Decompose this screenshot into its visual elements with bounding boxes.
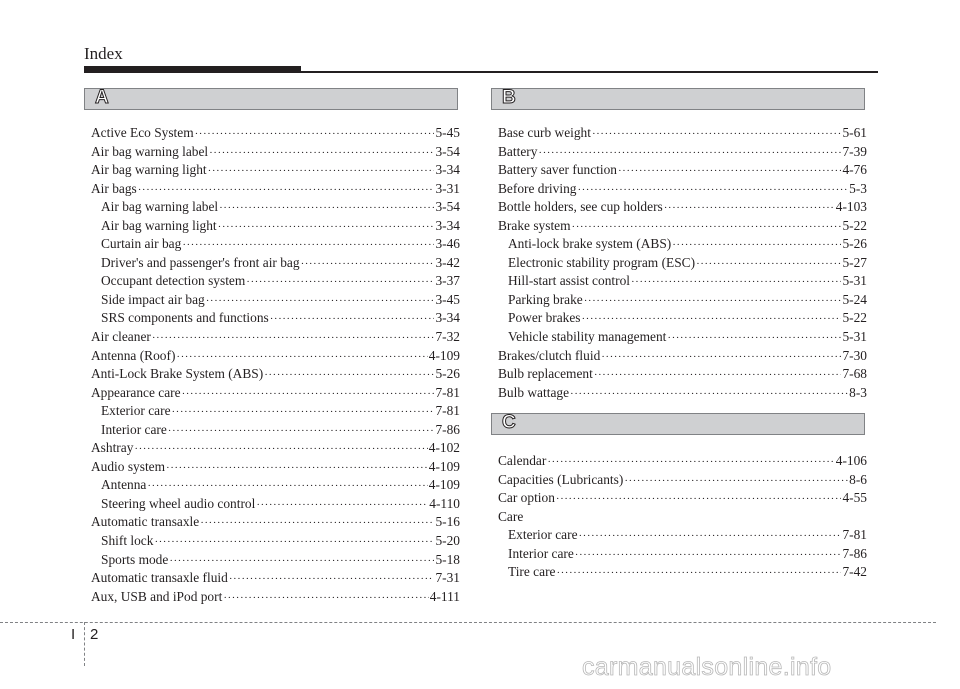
index-entry-term: Aux, USB and iPod port bbox=[91, 588, 223, 604]
index-entry-term: Care bbox=[498, 508, 524, 524]
index-entry-page: 5-20 bbox=[435, 533, 460, 549]
index-entry bbox=[498, 545, 867, 564]
index-entry bbox=[498, 235, 867, 254]
index-entry bbox=[91, 402, 460, 421]
section-header-c bbox=[491, 413, 865, 435]
index-entry-page: 5-3 bbox=[849, 180, 867, 196]
index-entry-term: Hill-start assist control bbox=[508, 273, 630, 289]
index-entry bbox=[91, 421, 460, 440]
index-entry bbox=[91, 365, 460, 384]
index-entry-page: 5-31 bbox=[842, 329, 867, 345]
index-entry-page: 5-18 bbox=[435, 551, 460, 567]
section-a-entries bbox=[91, 124, 460, 606]
index-entry bbox=[91, 291, 460, 310]
dot-leader bbox=[147, 477, 427, 496]
watermark: carmanualsonline.info bbox=[582, 653, 832, 681]
index-entry-page: 4-109 bbox=[428, 347, 460, 363]
dot-leader bbox=[134, 440, 427, 459]
index-entry-page: 3-46 bbox=[435, 236, 460, 252]
index-entry bbox=[91, 161, 460, 180]
index-entry-term: Tire care bbox=[508, 564, 556, 580]
index-entry-page: 3-34 bbox=[435, 162, 460, 178]
section-letter-b: B bbox=[502, 87, 516, 108]
index-entry-page: 4-76 bbox=[842, 162, 867, 178]
index-entry bbox=[91, 476, 460, 495]
dot-leader bbox=[223, 589, 428, 608]
index-entry-term: Air cleaner bbox=[91, 329, 151, 345]
index-entry-page: 7-81 bbox=[842, 527, 867, 543]
index-entry-page: 7-32 bbox=[435, 329, 460, 345]
dot-leader bbox=[577, 181, 848, 200]
index-entry-term: Sports mode bbox=[101, 551, 169, 567]
dot-leader bbox=[618, 162, 841, 181]
dot-leader bbox=[264, 366, 434, 385]
header-rule-thin bbox=[300, 71, 878, 73]
section-header-b bbox=[491, 88, 865, 110]
dot-leader bbox=[256, 496, 428, 515]
index-entry bbox=[498, 508, 867, 527]
index-entry-page: 5-26 bbox=[842, 236, 867, 252]
index-entry-page: 4-55 bbox=[842, 490, 867, 506]
index-entry-page: 5-31 bbox=[842, 273, 867, 289]
index-entry-page: 4-106 bbox=[835, 453, 867, 468]
index-entry-term: Automatic transaxle bbox=[91, 514, 200, 530]
index-entry-term: Parking brake bbox=[508, 291, 583, 307]
index-entry bbox=[91, 198, 460, 217]
dot-leader bbox=[556, 490, 842, 509]
index-entry-page: 7-39 bbox=[842, 143, 867, 159]
index-entry bbox=[91, 124, 460, 143]
section-letter-c: C bbox=[502, 412, 516, 433]
dot-leader bbox=[696, 255, 841, 274]
index-entry-term: Appearance care bbox=[91, 384, 181, 400]
index-entry bbox=[91, 272, 460, 291]
index-entry bbox=[498, 272, 867, 291]
index-entry-term: Bulb wattage bbox=[498, 384, 570, 400]
index-entry-term: Anti-Lock Brake System (ABS) bbox=[91, 366, 264, 382]
dot-leader bbox=[169, 552, 434, 571]
index-entry-term: Air bags bbox=[91, 180, 137, 196]
index-entry bbox=[498, 198, 867, 217]
index-entry-page: 5-45 bbox=[435, 125, 460, 140]
dot-leader bbox=[631, 273, 841, 292]
index-entry bbox=[498, 161, 867, 180]
index-entry bbox=[91, 439, 460, 458]
section-header-a bbox=[84, 88, 458, 110]
dot-leader bbox=[664, 199, 835, 218]
index-entry-term: Audio system bbox=[91, 458, 166, 474]
index-entry-term: Bulb replacement bbox=[498, 366, 593, 382]
index-entry bbox=[91, 143, 460, 162]
index-entry-term: Shift lock bbox=[101, 533, 154, 549]
index-entry-page: 8-3 bbox=[849, 384, 867, 400]
footer-page-number: 2 bbox=[90, 626, 99, 643]
dot-leader bbox=[572, 218, 842, 237]
dot-leader bbox=[182, 236, 434, 255]
dot-leader bbox=[209, 144, 434, 163]
dot-leader bbox=[138, 181, 435, 200]
index-entry-page: 7-86 bbox=[842, 545, 867, 561]
dot-leader bbox=[218, 218, 435, 237]
index-entry-term: Bottle holders, see cup holders bbox=[498, 199, 663, 215]
index-entry-page: 7-68 bbox=[842, 366, 867, 382]
dot-leader bbox=[667, 329, 841, 348]
index-entry-term: Curtain air bag bbox=[101, 236, 182, 252]
index-entry-term: Occupant detection system bbox=[101, 273, 246, 289]
index-entry bbox=[91, 458, 460, 477]
index-entry-term: Active Eco System bbox=[91, 125, 194, 140]
dot-leader bbox=[229, 570, 435, 589]
dot-leader bbox=[672, 236, 841, 255]
dot-leader bbox=[601, 348, 841, 367]
index-entry bbox=[498, 291, 867, 310]
index-entry bbox=[498, 124, 867, 143]
index-entry-page: 5-22 bbox=[842, 310, 867, 326]
index-entry-page: 8-6 bbox=[849, 471, 867, 487]
index-entry-page: 3-34 bbox=[435, 217, 460, 233]
index-entry-page: 4-110 bbox=[429, 495, 460, 511]
index-entry bbox=[498, 328, 867, 347]
index-entry-page: 7-31 bbox=[435, 570, 460, 586]
index-entry bbox=[91, 309, 460, 328]
dot-leader bbox=[246, 273, 434, 292]
footer-divider bbox=[84, 622, 85, 666]
index-entry-term: Exterior care bbox=[508, 527, 578, 543]
dot-leader bbox=[592, 125, 841, 144]
section-c-entries bbox=[498, 452, 867, 582]
dot-leader bbox=[206, 292, 435, 311]
index-entry-page: 7-81 bbox=[435, 403, 460, 419]
index-entry bbox=[498, 309, 867, 328]
index-entry-page: 7-30 bbox=[842, 347, 867, 363]
dot-leader bbox=[594, 366, 842, 385]
index-entry bbox=[498, 471, 867, 490]
index-entry bbox=[91, 532, 460, 551]
index-entry-term: Antenna (Roof) bbox=[91, 347, 176, 363]
index-entry bbox=[91, 513, 460, 532]
index-entry bbox=[498, 489, 867, 508]
index-entry bbox=[498, 384, 867, 403]
footer-chapter: I bbox=[71, 626, 76, 643]
dot-leader bbox=[200, 514, 434, 533]
dot-leader bbox=[182, 385, 435, 404]
index-entry-page: 3-34 bbox=[435, 310, 460, 326]
section-b-entries bbox=[498, 124, 867, 402]
index-entry-page: 7-42 bbox=[842, 564, 867, 580]
dot-leader bbox=[570, 385, 848, 404]
index-entry-page: 4-109 bbox=[428, 477, 460, 493]
dot-leader bbox=[195, 125, 435, 144]
index-entry-term: Air bag warning label bbox=[101, 199, 219, 215]
index-entry-page: 3-31 bbox=[435, 180, 460, 196]
index-entry-page: 4-111 bbox=[429, 588, 460, 604]
index-entry-page: 3-54 bbox=[435, 143, 460, 159]
index-entry bbox=[91, 217, 460, 236]
index-entry-term: Air bag warning light bbox=[101, 217, 217, 233]
dot-leader bbox=[176, 348, 427, 367]
index-entry bbox=[91, 254, 460, 273]
index-entry bbox=[91, 588, 460, 607]
index-entry-term: Exterior care bbox=[101, 403, 171, 419]
index-entry-term: Air bag warning label bbox=[91, 143, 209, 159]
index-entry-page: 4-109 bbox=[428, 458, 460, 474]
index-entry bbox=[498, 217, 867, 236]
index-entry bbox=[498, 365, 867, 384]
dot-leader bbox=[556, 564, 841, 583]
index-entry-page: 3-37 bbox=[435, 273, 460, 289]
index-entry-term: Anti-lock brake system (ABS) bbox=[508, 236, 672, 252]
index-entry bbox=[498, 526, 867, 545]
dot-leader bbox=[584, 292, 842, 311]
index-entry-page: 3-45 bbox=[435, 291, 460, 307]
index-entry bbox=[498, 563, 867, 582]
index-entry-page: 5-16 bbox=[435, 514, 460, 530]
index-entry-page: 4-103 bbox=[835, 199, 867, 215]
index-entry-term: Vehicle stability management bbox=[508, 329, 667, 345]
index-entry-term: Interior care bbox=[508, 545, 574, 561]
index-entry bbox=[91, 384, 460, 403]
index-entry-page: 5-24 bbox=[842, 291, 867, 307]
index-entry-term: Before driving bbox=[498, 180, 577, 196]
index-entry bbox=[91, 551, 460, 570]
index-entry bbox=[91, 347, 460, 366]
index-entry-term: Power brakes bbox=[508, 310, 581, 326]
index-entry-term: Interior care bbox=[101, 421, 167, 437]
dot-leader bbox=[172, 403, 435, 422]
index-entry-term: Electronic stability program (ESC) bbox=[508, 254, 696, 270]
index-entry bbox=[498, 143, 867, 162]
index-entry-term: Car option bbox=[498, 490, 555, 506]
dot-leader bbox=[168, 422, 435, 441]
index-entry-term: Automatic transaxle fluid bbox=[91, 570, 228, 586]
index-entry-term: Antenna bbox=[101, 477, 147, 493]
index-entry-term: Battery bbox=[498, 143, 538, 159]
index-entry bbox=[91, 235, 460, 254]
index-entry-term: Air bag warning light bbox=[91, 162, 207, 178]
index-entry-page: 7-86 bbox=[435, 421, 460, 437]
section-letter-a: A bbox=[95, 87, 109, 108]
index-entry-page: 5-61 bbox=[842, 125, 867, 140]
index-entry-page: 5-22 bbox=[842, 217, 867, 233]
index-entry bbox=[91, 569, 460, 588]
dot-leader bbox=[166, 459, 428, 478]
index-entry-term: SRS components and functions bbox=[101, 310, 269, 326]
footer-rule bbox=[0, 622, 936, 623]
index-entry-term: Base curb weight bbox=[498, 125, 591, 140]
index-entry bbox=[498, 254, 867, 273]
dot-leader bbox=[270, 310, 435, 329]
index-entry bbox=[498, 180, 867, 199]
dot-leader bbox=[154, 533, 434, 552]
page-title: Index bbox=[84, 44, 123, 63]
index-entry-page: 5-26 bbox=[435, 366, 460, 382]
dot-leader bbox=[547, 453, 834, 472]
dot-leader bbox=[582, 310, 842, 329]
dot-leader bbox=[575, 546, 842, 565]
header-rule-thick bbox=[84, 66, 301, 73]
index-entry-page: 3-54 bbox=[435, 199, 460, 215]
index-entry-term: Side impact air bag bbox=[101, 291, 205, 307]
index-entry-term: Driver's and passenger's front air bag bbox=[101, 254, 300, 270]
index-entry bbox=[91, 495, 460, 514]
index-entry-term: Ashtray bbox=[91, 440, 134, 456]
dot-leader bbox=[219, 199, 434, 218]
dot-leader bbox=[152, 329, 435, 348]
index-entry bbox=[91, 180, 460, 199]
index-entry-term: Capacities (Lubricants) bbox=[498, 471, 624, 487]
index-entry-term: Brakes/clutch fluid bbox=[498, 347, 601, 363]
index-entry bbox=[498, 347, 867, 366]
index-entry bbox=[91, 328, 460, 347]
index-entry-term: Battery saver function bbox=[498, 162, 617, 178]
dot-leader bbox=[624, 472, 848, 491]
dot-leader bbox=[579, 527, 842, 546]
dot-leader bbox=[208, 162, 435, 181]
index-entry-term: Brake system bbox=[498, 217, 571, 233]
index-entry-page: 5-27 bbox=[842, 254, 867, 270]
index-entry-term: Calendar bbox=[498, 453, 547, 468]
index-entry-page: 4-102 bbox=[428, 440, 460, 456]
dot-leader bbox=[301, 255, 435, 274]
index-entry bbox=[498, 452, 867, 471]
index-entry-page: 3-42 bbox=[435, 254, 460, 270]
index-entry-term: Steering wheel audio control bbox=[101, 495, 256, 511]
dot-leader bbox=[538, 144, 841, 163]
index-entry-page: 7-81 bbox=[435, 384, 460, 400]
